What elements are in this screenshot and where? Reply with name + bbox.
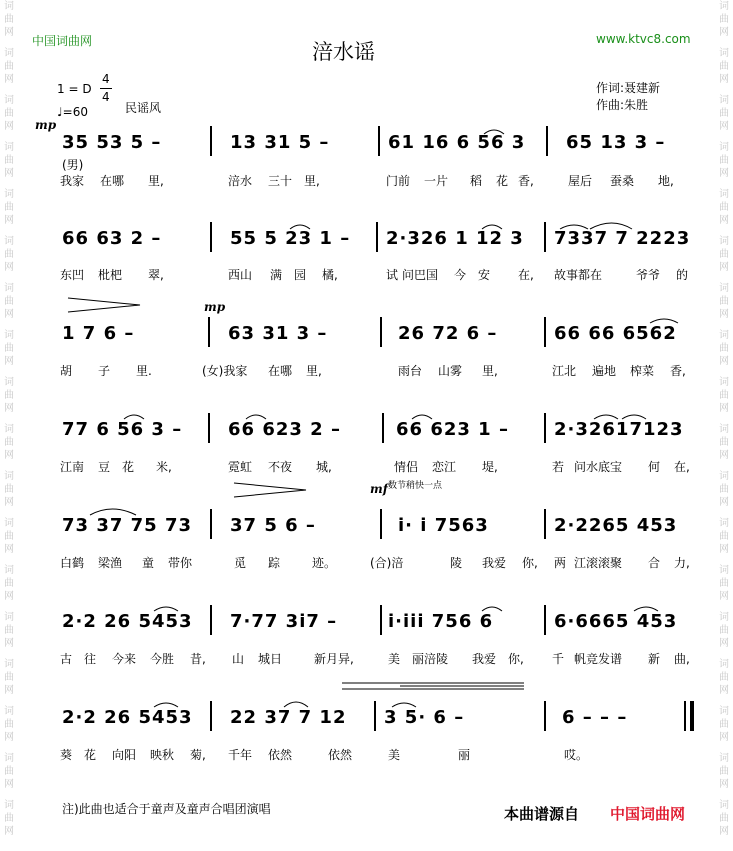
key-signature: 1 = D	[57, 82, 92, 96]
slur	[594, 415, 618, 419]
lyric: 童	[142, 556, 155, 570]
slur	[154, 703, 178, 707]
slur	[484, 130, 504, 134]
composer: 作曲:朱胜	[596, 98, 649, 112]
measure: 3 5· 6 –	[384, 707, 465, 728]
lyric: 东凹	[60, 268, 85, 282]
dynamic-mf: mf	[370, 482, 388, 496]
lyric: 昔,	[190, 652, 206, 666]
lyric: 里,	[482, 364, 498, 378]
lyric: 踪	[268, 556, 281, 570]
lyric: 今来	[112, 652, 137, 666]
footer-note: 注)此曲也适合于童声及童声合唱团演唱	[62, 802, 271, 816]
slur	[590, 223, 632, 229]
measure: 7337 7 2223	[554, 228, 691, 249]
slur	[284, 702, 308, 707]
slur	[634, 607, 658, 611]
lyric: 榨菜	[630, 364, 655, 378]
lyric: 试	[386, 268, 399, 282]
lyric: 千年	[228, 748, 253, 762]
lyric: 在,	[674, 460, 690, 474]
lyric: 园	[294, 268, 307, 282]
lyric: 往	[84, 652, 97, 666]
measure: 55 5 23 1 –	[230, 228, 351, 249]
lyric: 依然	[268, 748, 293, 762]
lyric: 地,	[658, 174, 674, 188]
measure: 2·2265 453	[554, 515, 678, 536]
measure: 65 13 3 –	[566, 132, 666, 153]
lyric: 葵	[60, 748, 73, 762]
measure: 73 37 75 73	[62, 515, 192, 536]
style-mark: 民谣风	[125, 101, 162, 115]
lyric: 故事都在	[554, 268, 603, 282]
voice-label-male: (男)	[62, 158, 84, 172]
lyric: 我爱	[472, 652, 497, 666]
dynamic-mp-2: mp	[204, 300, 226, 314]
lyric: 山雾	[438, 364, 463, 378]
lyric: 爷爷	[636, 268, 661, 282]
lyric: 在,	[518, 268, 534, 282]
lyric: 帆竞发谱	[574, 652, 623, 666]
measure: 66 623 1 –	[396, 419, 509, 440]
lyric: 安	[478, 268, 491, 282]
measure: 7·77 3i7 –	[230, 611, 338, 632]
watermark-left: 词曲网 词曲网 词曲网 词曲网 词曲网 词曲网 词曲网 词曲网 词曲网 词曲网 词曲网 词曲网 词曲网 词曲网 词曲网 词曲网 词曲网 词曲网	[4, 1, 14, 837]
diminuendo-hairpin	[68, 298, 140, 312]
measure: 66 623 2 –	[228, 419, 341, 440]
lyric: 恋江	[432, 460, 457, 474]
slur	[482, 607, 502, 611]
lyric: 的	[676, 268, 689, 282]
measure: 1 7 6 –	[62, 323, 135, 344]
lyric: 里.	[136, 364, 152, 378]
lyric: 堤,	[482, 460, 498, 474]
site-name-left: 中国词曲网	[32, 34, 93, 48]
measure: 61 16 6 56 3	[388, 132, 526, 153]
source-label: 本曲谱源自	[504, 805, 580, 823]
lyric: 曲,	[674, 652, 690, 666]
lyric: 江滚滚聚	[574, 556, 623, 570]
lyricist: 作词:聂建新	[596, 81, 661, 95]
slur	[392, 703, 416, 707]
lyric: 雨台	[398, 364, 423, 378]
lyric: 情侣	[394, 460, 419, 474]
song-title: 涪水谣	[312, 40, 375, 64]
lyric: 城,	[316, 460, 332, 474]
slur	[90, 509, 136, 515]
lyric: 城日	[258, 652, 283, 666]
time-signature-top: 4	[102, 72, 110, 86]
lyric: 花	[122, 460, 135, 474]
lyric: 在哪	[268, 364, 293, 378]
lyric: 今	[454, 268, 467, 282]
lyric: 江南	[60, 460, 85, 474]
lyric: 一片	[424, 174, 449, 188]
lyric: (女)我家	[202, 364, 248, 378]
measure: 63 31 3 –	[228, 323, 328, 344]
measure: 2·2 26 5453	[62, 611, 193, 632]
slur	[290, 225, 310, 229]
lyric: 向阳	[112, 748, 137, 762]
lyric: 满	[270, 268, 283, 282]
lyric: 遍地	[592, 364, 617, 378]
lyric: 映秋	[150, 748, 175, 762]
slur	[622, 415, 646, 419]
measure: 37 5 6 –	[230, 515, 316, 536]
measure: i·iii 756 6	[388, 611, 494, 632]
lyric: 屋后	[568, 174, 593, 188]
lyric: 米,	[156, 460, 172, 474]
lyric: 依然	[328, 748, 353, 762]
lyric: 美	[388, 748, 401, 762]
measure: 26 72 6 –	[398, 323, 498, 344]
lyric: 江北	[552, 364, 577, 378]
lyric: 两	[554, 556, 567, 570]
slur	[560, 225, 588, 229]
lyric: 美	[388, 652, 401, 666]
lyric: 西山	[228, 268, 253, 282]
measure: 6 – – –	[562, 707, 628, 728]
lyric: 涪水	[228, 174, 253, 188]
lyric: 门前	[386, 174, 411, 188]
lyric: 我爱	[482, 556, 507, 570]
lyric: 何	[648, 460, 661, 474]
lyric: 力,	[674, 556, 690, 570]
slur	[124, 415, 144, 419]
time-signature-bottom: 4	[102, 90, 110, 104]
diminuendo-hairpin	[234, 483, 306, 497]
lyric: 我家	[60, 174, 85, 188]
lyric: 你,	[522, 556, 538, 570]
measure: 66 66 6562	[554, 323, 677, 344]
lyric: 霓虹	[228, 460, 253, 474]
lyric: (合)涪	[370, 556, 404, 570]
lyric: 花	[496, 174, 509, 188]
source-site: 中国词曲网	[610, 805, 686, 823]
lyric: 白鹤	[60, 556, 85, 570]
lyric: 香,	[518, 174, 534, 188]
lyric: 胡	[60, 364, 73, 378]
lyric: 古	[60, 652, 73, 666]
lyric: 翠,	[148, 268, 164, 282]
measure: 35 53 5 –	[62, 132, 162, 153]
lyric: 哎。	[564, 748, 589, 762]
lyric: 香,	[670, 364, 686, 378]
lyric: 千	[552, 652, 565, 666]
measure: 13 31 5 –	[230, 132, 330, 153]
lyric: 问水底宝	[574, 460, 623, 474]
lyric: 里,	[148, 174, 164, 188]
lyric: 蚕桑	[610, 174, 635, 188]
slur	[412, 415, 432, 419]
lyric: 菊,	[190, 748, 206, 762]
measure: 66 63 2 –	[62, 228, 162, 249]
lyric: 三十	[268, 174, 293, 188]
lyric: 里,	[304, 174, 320, 188]
lyric: 丽涪陵	[412, 652, 449, 666]
lyric: 豆	[98, 460, 111, 474]
lyric: 新月异,	[314, 652, 354, 666]
measure: 2·2 26 5453	[62, 707, 193, 728]
lyric: 今胜	[150, 652, 175, 666]
measure: 77 6 56 3 –	[62, 419, 183, 440]
lyric: 子	[98, 364, 111, 378]
dynamic-mp-1: mp	[35, 118, 57, 132]
lyric: 觅	[234, 556, 247, 570]
slur	[154, 607, 178, 611]
lyric: 若	[552, 460, 565, 474]
lyric: 丽	[458, 748, 471, 762]
lyric: 带你	[168, 556, 193, 570]
lyric: 合	[648, 556, 661, 570]
lyric: 橘,	[322, 268, 338, 282]
lyric: 在哪	[100, 174, 125, 188]
lyric: 你,	[508, 652, 524, 666]
lyric: 陵	[450, 556, 463, 570]
lyric: 花	[84, 748, 97, 762]
measure: 2·32617123	[554, 419, 684, 440]
measure: i· i 7563	[398, 515, 489, 536]
lyric: 稻	[470, 174, 483, 188]
watermark-right: 词曲网 词曲网 词曲网 词曲网 词曲网 词曲网 词曲网 词曲网 词曲网 词曲网 词曲网 词曲网 词曲网 词曲网 词曲网 词曲网 词曲网 词曲网	[719, 1, 729, 837]
lyric: 枇杷	[98, 268, 123, 282]
lyric: 问巴国	[402, 268, 439, 282]
crescendo-hairpin	[342, 683, 524, 689]
slur	[246, 415, 266, 419]
lyric: 不夜	[268, 460, 293, 474]
tempo-instruction: 数节稍快一点	[388, 481, 443, 491]
lyric: 里,	[306, 364, 322, 378]
tempo-mark: ♩=60	[57, 105, 88, 119]
measure: 6·6665 453	[554, 611, 678, 632]
measure: 22 37 7 12	[230, 707, 347, 728]
lyric: 迹。	[312, 556, 337, 570]
measure: 2·326 1 12 3	[386, 228, 524, 249]
site-url-right: www.ktvc8.com	[596, 32, 691, 46]
lyric: 梁渔	[98, 556, 123, 570]
slur	[482, 225, 502, 229]
lyric: 新	[648, 652, 661, 666]
lyric: 山	[232, 652, 245, 666]
slur	[650, 319, 678, 323]
